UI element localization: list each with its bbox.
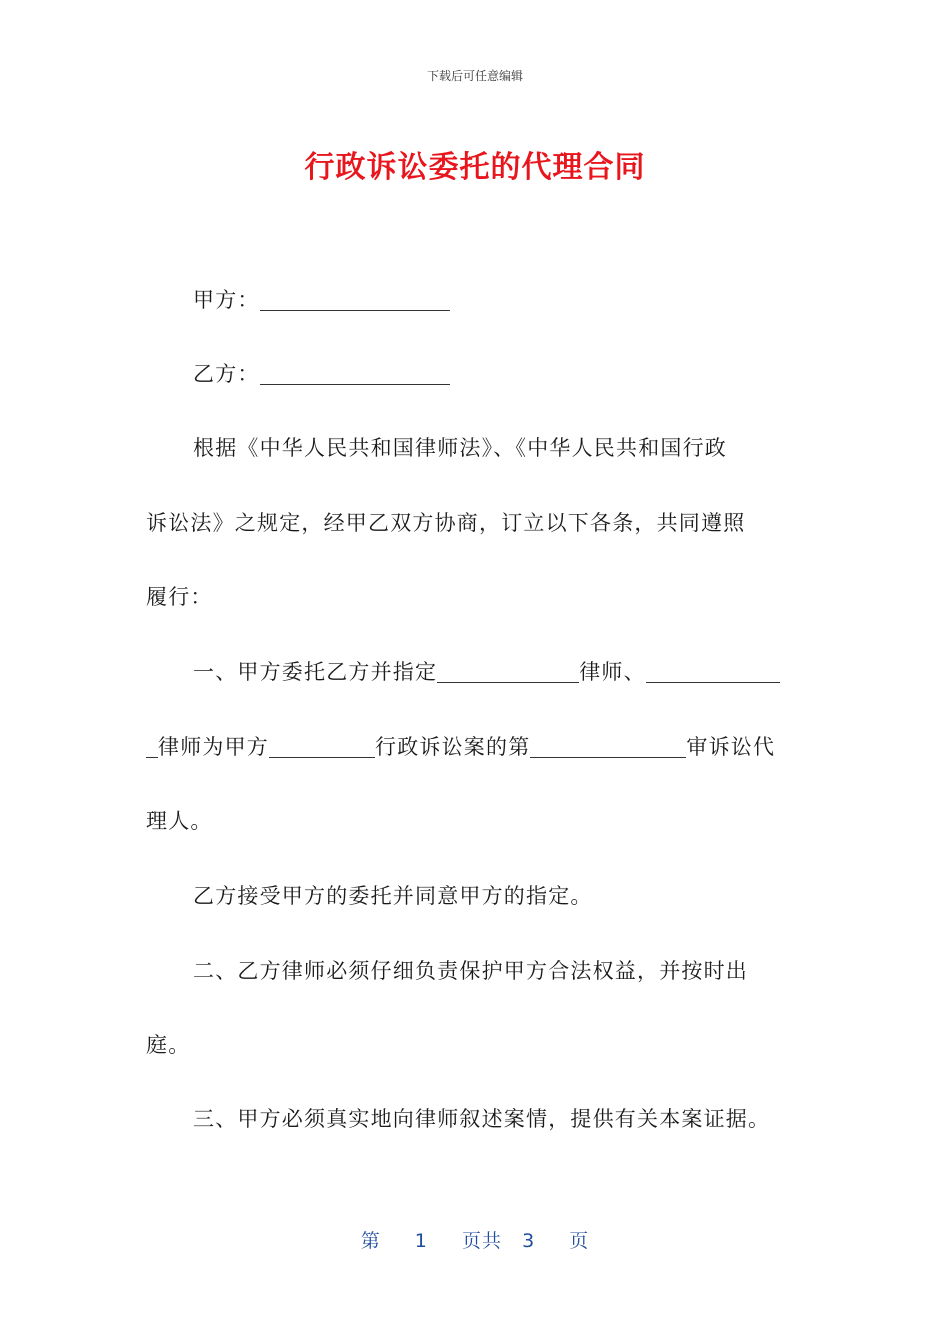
party-a-label: 甲方： [193,288,260,312]
article1-line3: 理人。 [146,809,213,833]
case-blank [269,736,375,758]
article1-line2 [146,731,775,761]
party-b-blank [260,363,450,385]
lawyer1-blank [437,661,579,683]
article1-text-a: 一、甲方委托乙方并指定 [193,660,438,684]
footer-page-of: 页共 [461,1230,502,1252]
lawyer2-blank-cont [146,736,158,758]
para1-line2: 诉讼法》之规定，经甲乙双方协商，订立以下各条，共同遵照 [146,511,746,535]
article1-line1 [193,656,780,686]
article1-text-b: 律师、 [579,660,646,684]
para1-line1: 根据《中华人民共和国律师法》、《中华人民共和国行政 [193,436,727,460]
instance-blank [530,736,686,758]
party-b-label: 乙方： [193,362,260,386]
footer-page-number: 1 [414,1230,428,1252]
acceptance-line: 乙方接受甲方的委托并同意甲方的指定。 [193,884,593,908]
party-a-line [193,284,450,314]
article1-text-c: 律师为甲方 [158,735,269,759]
article2-line2: 庭。 [146,1033,191,1057]
page-footer [0,1226,950,1253]
article1-text-e: 审诉讼代 [686,735,776,759]
article1-text-d: 行政诉讼案的第 [375,735,531,759]
article3-line: 三、甲方必须真实地向律师叙述案情，提供有关本案证据。 [193,1107,771,1131]
footer-page-word: 第 [360,1230,381,1252]
header-note: 下载后可任意编辑 [426,69,523,83]
lawyer2-blank [646,661,780,683]
para1-line3: 履行： [146,585,213,609]
party-b-line [193,358,450,388]
document-title: 行政诉讼委托的代理合同 [304,150,646,185]
party-a-blank [260,289,450,311]
footer-page-total: 3 [522,1230,536,1252]
footer-page-unit: 页 [569,1230,590,1252]
article2-line1: 二、乙方律师必须仔细负责保护甲方合法权益，并按时出 [193,959,748,983]
